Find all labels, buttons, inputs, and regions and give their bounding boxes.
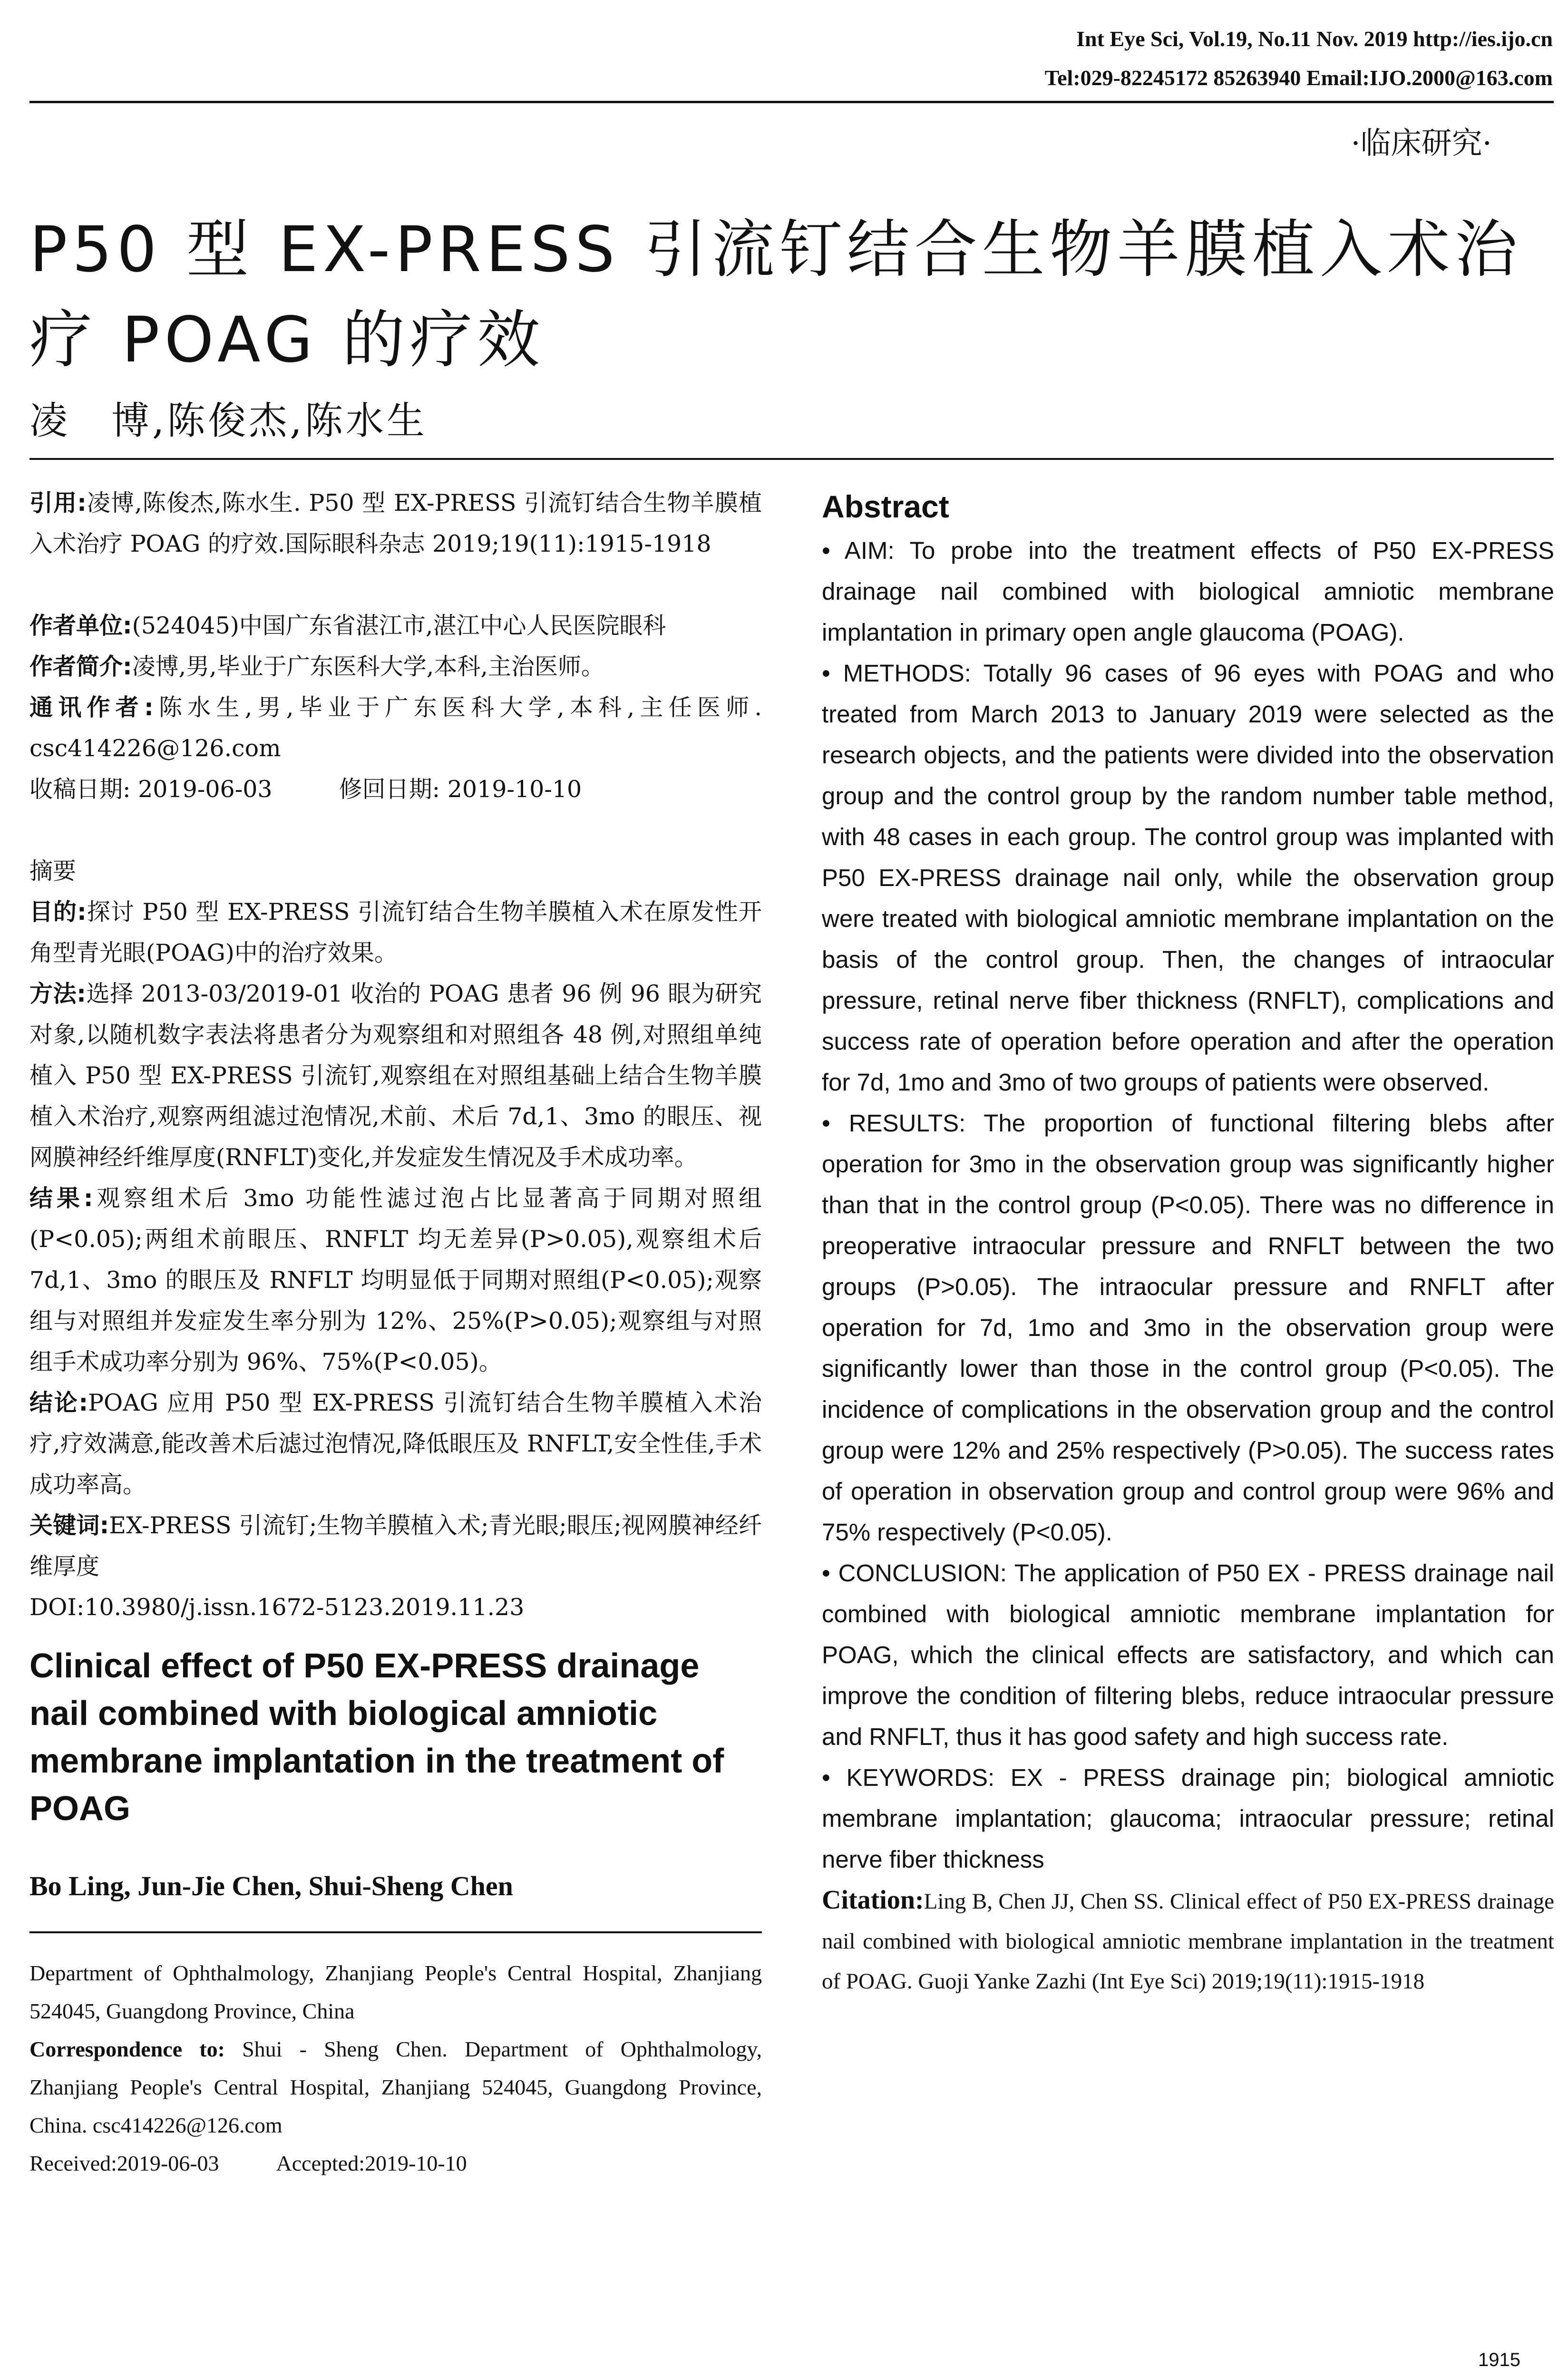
author-bio-cn-text: 凌博,男,毕业于广东医科大学,本科,主治医师。 <box>132 653 604 680</box>
department-en: Department of Ophthalmology, Zhanjiang People's Central Hospital, Zhanjiang 524045, Guangdong Province, China <box>29 1961 762 2023</box>
aim-en-text: To probe into the treatment effects of P50 EX-PRESS drainage nail combined with biological amniotic membrane implantation in primary open angle glaucoma (POAG). <box>822 537 1554 646</box>
accepted-date-en: Accepted:2019-10-10 <box>276 2151 467 2175</box>
received-date-cn: 收稿日期: 2019-06-03 <box>29 776 273 803</box>
left-column <box>29 483 762 2182</box>
dates-cn <box>29 769 762 810</box>
conclusion-en <box>822 1553 1554 1757</box>
results-en-label: • RESULTS: <box>822 1110 966 1137</box>
citation-cn-text: 凌博,陈俊杰,陈水生. P50 型 EX-PRESS 引流钉结合生物羊膜植入术治疗 POAG 的疗效.国际眼科杂志 2019;19(11):1915-1918 <box>29 489 762 557</box>
keywords-en-text: EX - PRESS drainage pin; biological amniotic membrane implantation; glaucoma; intraocular pressure; retinal nerve fiber thickness <box>822 1764 1554 1873</box>
title-divider <box>29 458 1554 460</box>
correspondence-en <box>29 2030 762 2144</box>
keywords-en-label: • KEYWORDS: <box>822 1764 995 1791</box>
citation-en-text: Ling B, Chen JJ, Chen SS. Clinical effect of P50 EX-PRESS drainage nail combined with biological amniotic membrane implantation in the treatment of POAG. Guoji Yanke Zazhi (Int Eye Sci) 2019;19(11):1915-1918 <box>822 1889 1554 1994</box>
received-date-en: Received:2019-06-03 <box>29 2151 219 2175</box>
citation-cn <box>29 483 762 565</box>
corresponding-author-cn-text: 陈水生,男,毕业于广东医科大学,本科,主任医师. csc414226@126.com <box>29 694 762 762</box>
corresponding-author-cn-label: 通讯作者: <box>29 694 154 721</box>
keywords-cn-text: EX-PRESS 引流钉;生物羊膜植入术;青光眼;眼压;视网膜神经纤维厚度 <box>29 1512 762 1580</box>
aim-cn <box>29 892 762 974</box>
authors-divider <box>29 1931 762 1933</box>
conclusion-cn-label: 结论: <box>29 1389 88 1416</box>
header-divider <box>29 101 1554 103</box>
conclusion-cn-text: POAG 应用 P50 型 EX-PRESS 引流钉结合生物羊膜植入术治疗,疗效满意,能改善术后滤过泡情况,降低眼压及 RNFLT,安全性佳,手术成功率高。 <box>29 1389 762 1498</box>
aim-cn-text: 探讨 P50 型 EX-PRESS 引流钉结合生物羊膜植入术在原发性开角型青光眼(POAG)中的治疗效果。 <box>29 898 762 966</box>
journal-contact-info: Tel:029-82245172 85263940 Email:IJO.2000@163.com <box>1044 66 1553 90</box>
results-cn-label: 结果: <box>29 1185 93 1212</box>
affiliation-cn-label: 作者单位: <box>29 612 132 639</box>
article-title-en: Clinical effect of P50 EX-PRESS drainage nail combined with biological amniotic membrane implantation in the treatment of POAG <box>29 1647 724 1828</box>
citation-en-label: Citation: <box>822 1885 924 1915</box>
citation-en <box>822 1880 1554 2001</box>
citation-cn-label: 引用: <box>29 489 87 516</box>
affiliation-cn <box>29 605 762 646</box>
methods-cn-text: 选择 2013-03/2019-01 收治的 POAG 患者 96 例 96 眼为研究对象,以随机数字表法将患者分为观察组和对照组各 48 例,对照组单纯植入 P50 型 EX-PRESS 引流钉,观察组在对照组基础上结合生物羊膜植入术治疗,观察两组滤过泡情况,术前、术后 7d,1、3mo 的眼压、视网膜神经纤维厚度(RNFLT)变化,并发症发生情况及手术成功率。 <box>29 980 762 1171</box>
section-tag: ·临床研究· <box>1351 126 1492 161</box>
aim-en <box>822 530 1554 653</box>
keywords-en <box>822 1757 1554 1880</box>
abstract-head-en: Abstract <box>822 489 949 524</box>
corresponding-author-cn <box>29 687 762 769</box>
dates-en <box>29 2144 762 2182</box>
authors-cn: 凌 博,陈俊杰,陈水生 <box>29 399 428 443</box>
results-en-text: The proportion of functional filtering blebs after operation for 3mo in the observation group was significantly higher than that in the control group (P<0.05). There was no difference in preoperative intraocular pressure and RNFLT between the two groups (P>0.05). The intraocular pressure and RNFLT after operation for 7d, 1mo and 3mo in the observation group were significantly lower than those in the control group (P<0.05). The incidence of complications in the observation group and the control group were 12% and 25% respectively (P>0.05). The success rates of operation in observation group and control group were 96% and 75% respectively (P<0.05). <box>822 1110 1554 1546</box>
methods-cn-label: 方法: <box>29 980 86 1007</box>
affiliation-cn-text: (524045)中国广东省湛江市,湛江中心人民医院眼科 <box>132 612 666 639</box>
keywords-cn <box>29 1505 762 1587</box>
keywords-cn-label: 关键词: <box>29 1512 109 1539</box>
aim-cn-label: 目的: <box>29 898 87 925</box>
results-cn-text: 观察组术后 3mo 功能性滤过泡占比显著高于同期对照组(P<0.05);两组术前眼压、RNFLT 均无差异(P>0.05),观察组术后 7d,1、3mo 的眼压及 RNFLT 均明显低于同期对照组(P<0.05);观察组与对照组并发症发生率分别为 12%、25%(P>0.05);观察组与对照组手术成功率分别为 96%、75%(P<0.05)。 <box>29 1185 762 1375</box>
authors-en: Bo Ling, Jun-Jie Chen, Shui-Sheng Chen <box>29 1870 513 1901</box>
revised-date-cn: 修回日期: 2019-10-10 <box>339 776 582 803</box>
methods-cn <box>29 974 762 1178</box>
doi: DOI:10.3980/j.issn.1672-5123.2019.11.23 <box>29 1594 525 1621</box>
correspondence-en-label: Correspondence to: <box>29 2037 225 2061</box>
methods-en <box>822 653 1554 1103</box>
journal-header-info: Int Eye Sci, Vol.19, No.11 Nov. 2019 http://ies.ijo.cn <box>1076 27 1553 51</box>
results-cn <box>29 1178 762 1383</box>
conclusion-cn <box>29 1383 762 1505</box>
author-bio-cn-label: 作者简介: <box>29 653 132 680</box>
methods-en-text: Totally 96 cases of 96 eyes with POAG and who treated from March 2013 to January 2019 were selected as the research objects, and the patients were divided into the observation group and the control group by the random number table method, with 48 cases in each group. The control group was implanted with P50 EX-PRESS drainage nail only, while the observation group were treated with biological amniotic membrane implantation on the basis of the control group. Then, the changes of intraocular pressure, retinal nerve fiber thickness (RNFLT), complications and success rate of operation before operation and after the operation for 7d, 1mo and 3mo of two groups of patients were observed. <box>822 660 1554 1096</box>
page-number: 1915 <box>1478 2349 1520 2370</box>
conclusion-en-text: The application of P50 EX - PRESS drainage nail combined with biological amniotic membrane implantation for POAG, which the clinical effects are satisfactory, and which can improve the condition of filtering blebs, reduce intraocular pressure and RNFLT, thus it has good safety and high success rate. <box>822 1559 1554 1750</box>
results-en <box>822 1103 1554 1553</box>
right-column <box>822 483 1554 2001</box>
correspondence-en-text: Shui - Sheng Chen. Department of Ophthalmology, Zhanjiang People's Central Hospital, Zhanjiang 524045, Guangdong Province, China. csc414226@126.com <box>29 2037 762 2137</box>
methods-en-label: • METHODS: <box>822 660 971 687</box>
aim-en-label: • AIM: <box>822 537 895 564</box>
conclusion-en-label: • CONCLUSION: <box>822 1559 1007 1587</box>
abstract-head-cn: 摘要 <box>29 857 77 885</box>
author-bio-cn <box>29 646 762 687</box>
article-title-cn: P50 型 EX-PRESS 引流钉结合生物羊膜植入术治疗 POAG 的疗效 <box>29 213 1522 377</box>
